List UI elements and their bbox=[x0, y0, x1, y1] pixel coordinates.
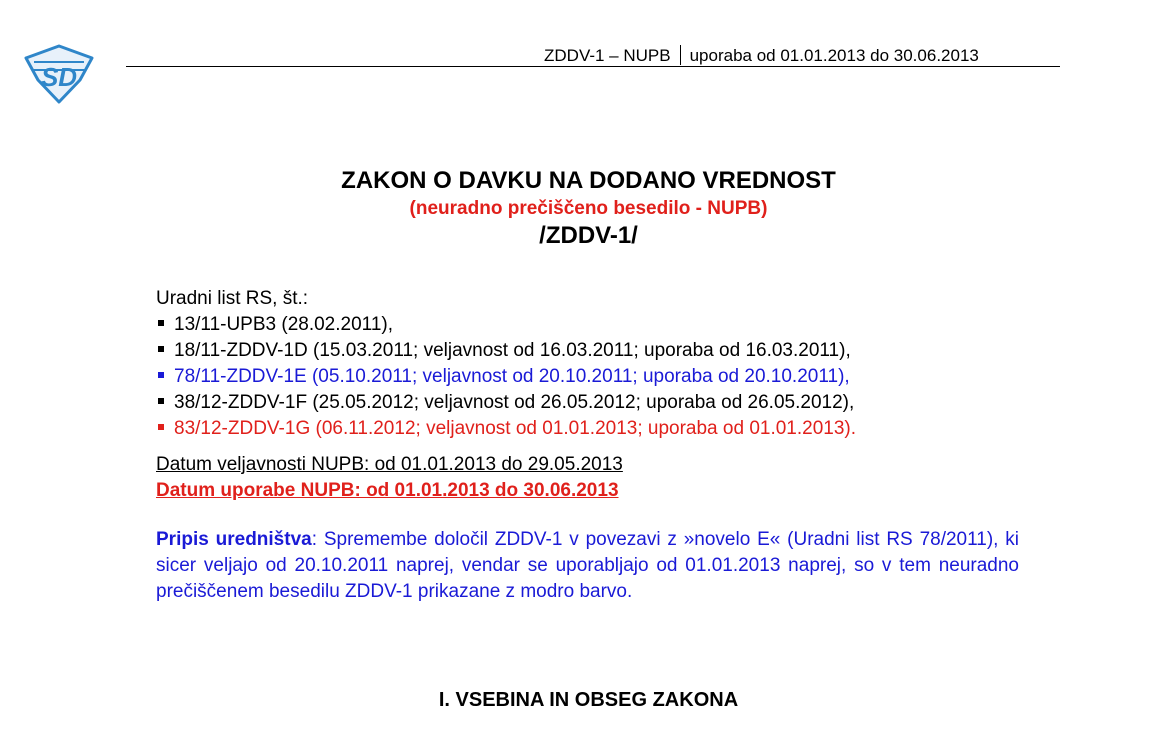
gazette-list bbox=[156, 286, 856, 442]
page-header bbox=[544, 45, 979, 66]
editorial-note bbox=[156, 527, 1019, 605]
svg-text:SD: SD bbox=[40, 62, 78, 92]
gazette-item bbox=[156, 390, 856, 416]
header-separator bbox=[680, 45, 681, 65]
bullet-icon bbox=[158, 424, 164, 430]
gazette-item bbox=[156, 364, 856, 390]
editorial-note-label: Pripis uredništva bbox=[156, 529, 312, 550]
nupb-dates bbox=[156, 452, 623, 504]
document-abbreviation: /ZDDV-1/ bbox=[539, 222, 638, 249]
bullet-icon bbox=[158, 320, 164, 326]
bullet-icon bbox=[158, 372, 164, 378]
sd-logo-icon bbox=[22, 42, 96, 104]
editorial-note-text: : Spremembe določil ZDDV-1 v povezavi z »novelo E« (Uradni list RS 78/2011), ki sicer veljajo od 20.10.2011 naprej, vendar se uporabljajo od 01.01.2013 naprej, so v tem neuradno prečiščenem besedilu ZDDV-1 prikazane z modro barvo. bbox=[156, 529, 1019, 602]
bullet-icon bbox=[158, 398, 164, 404]
header-validity: uporaba od 01.01.2013 do 30.06.2013 bbox=[689, 46, 979, 65]
document-title: ZAKON O DAVKU NA DODANO VREDNOST bbox=[341, 167, 836, 194]
header-doc-id: ZDDV-1 – NUPB bbox=[544, 46, 671, 65]
header-rule bbox=[126, 66, 1060, 67]
gazette-heading: Uradni list RS, št.: bbox=[156, 288, 309, 309]
gazette-item-text: 18/11-ZDDV-1D (15.03.2011; veljavnost od 16.03.2011; uporaba od 16.03.2011), bbox=[174, 340, 851, 361]
section-heading: I. VSEBINA IN OBSEG ZAKONA bbox=[438, 689, 739, 711]
gazette-item-text: 13/11-UPB3 (28.02.2011), bbox=[174, 314, 393, 335]
use-date: Datum uporabe NUPB: od 01.01.2013 do 30.06.2013 bbox=[156, 480, 619, 501]
gazette-item bbox=[156, 312, 856, 338]
validity-date: Datum veljavnosti NUPB: od 01.01.2013 do 29.05.2013 bbox=[156, 454, 623, 475]
gazette-item-text: 38/12-ZDDV-1F (25.05.2012; veljavnost od 26.05.2012; uporaba od 26.05.2012), bbox=[174, 392, 855, 413]
bullet-icon bbox=[158, 346, 164, 352]
gazette-item-text: 83/12-ZDDV-1G (06.11.2012; veljavnost od 01.01.2013; uporaba od 01.01.2013). bbox=[174, 418, 857, 439]
gazette-item-text: 78/11-ZDDV-1E (05.10.2011; veljavnost od 20.10.2011; uporaba od 20.10.2011), bbox=[174, 366, 850, 387]
gazette-item bbox=[156, 338, 856, 364]
gazette-item bbox=[156, 416, 856, 442]
document-subtitle: (neuradno prečiščeno besedilo - NUPB) bbox=[409, 198, 768, 219]
